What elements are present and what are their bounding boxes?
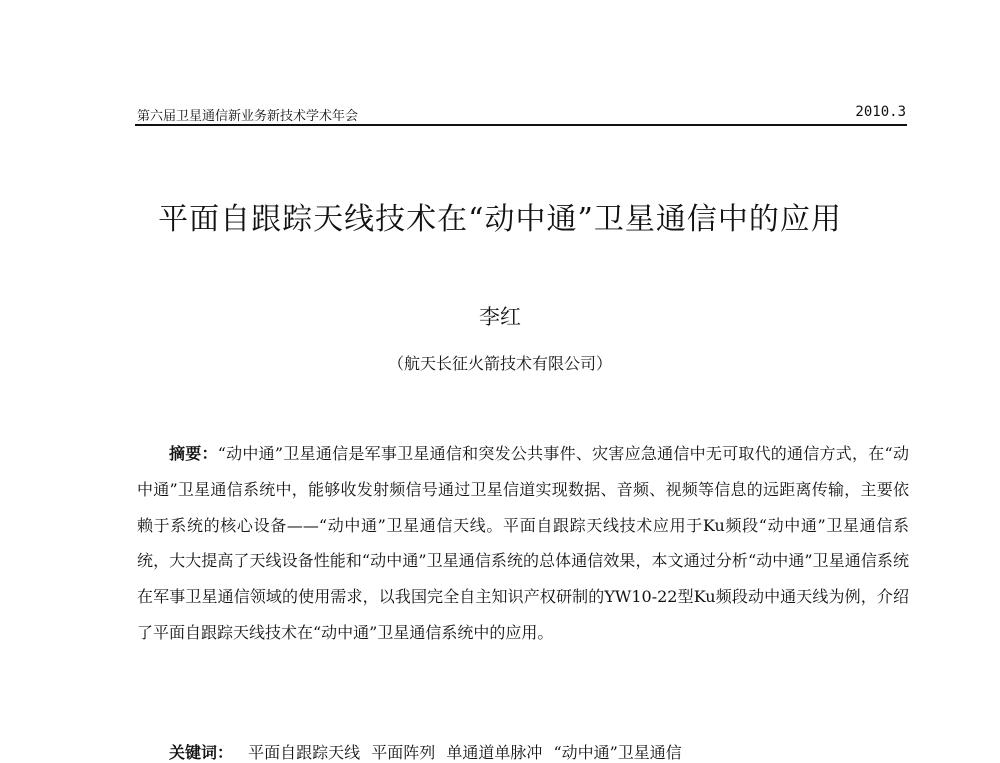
paper-title: 平面自跟踪天线技术在“动中通”卫星通信中的应用 (158, 202, 842, 237)
keyword-item: “动中通”卫星通信 (553, 743, 682, 762)
keyword-item: 平面自跟踪天线 (248, 743, 361, 762)
header-date: 2010.3 (855, 104, 906, 120)
keyword-item: 平面阵列 (371, 743, 436, 762)
header-rule (135, 124, 907, 126)
abstract-label: 摘要： (169, 444, 218, 463)
abstract-paragraph (137, 436, 909, 651)
paper-affiliation: （航天长征火箭技术有限公司） (387, 354, 612, 373)
keyword-item: 单通道单脉冲 (446, 743, 543, 762)
header-conference: 第六届卫星通信新业务新技术学术年会 (137, 109, 359, 124)
paper-author: 李红 (479, 305, 521, 329)
keywords-label: 关键词： (169, 743, 234, 762)
abstract-text: “动中通”卫星通信是军事卫星通信和突发公共事件、灾害应急通信中无可取代的通信方式，在“动中通”卫星通信系统中，能够收发射频信号通过卫星信道实现数据、音频、视频等信息的远距离传输，主要依赖于系统的核心设备——“动中通”卫星通信天线。平面自跟踪天线技术应用于Ku频段“动中通”卫星通信系统，大大提高了天线设备性能和“动中通”卫星通信系统的总体通信效果，本文通过分析“动中通”卫星通信系统在军事卫星通信领域的使用需求，以我国完全自主知识产权研制的YW10-22型Ku频段动中通天线为例，介绍了平面自跟踪天线技术在“动中通”卫星通信系统中的应用。 (137, 444, 909, 642)
